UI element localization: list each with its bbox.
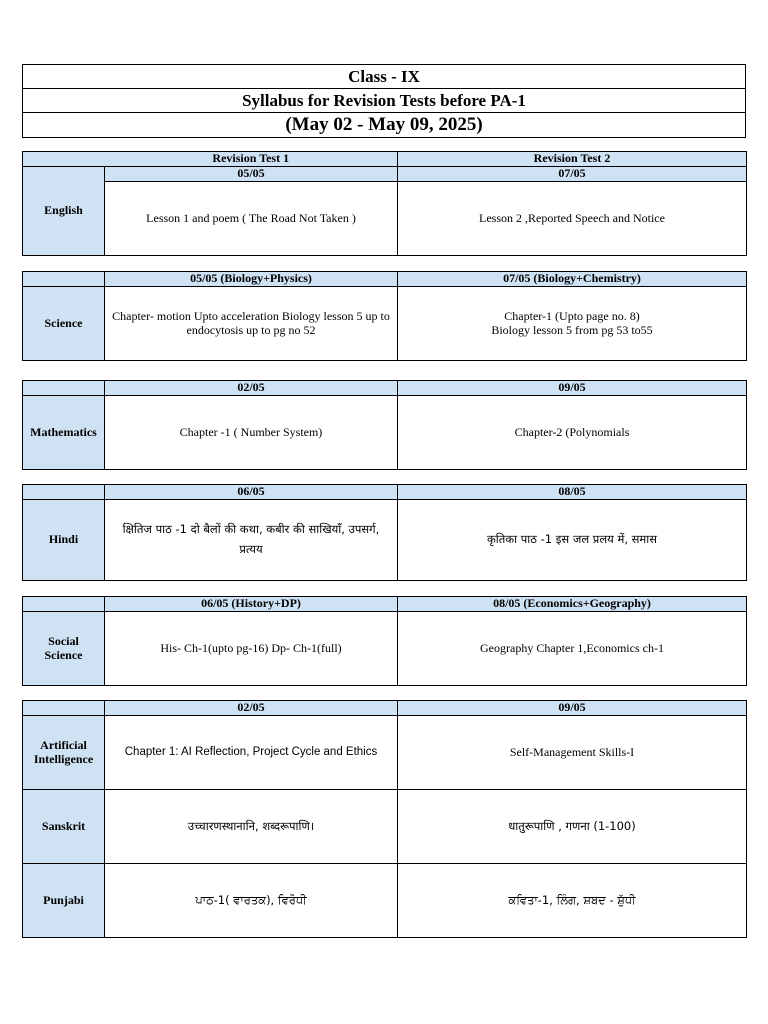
date-range: (May 02 - May 09, 2025) (285, 114, 483, 135)
hindi-date-2: 08/05 (398, 485, 747, 500)
science-date-2: 07/05 (Biology+Chemistry) (398, 272, 747, 287)
english-date-1: 05/05 (105, 167, 398, 182)
sanskrit-syllabus-1: उच्चारणस्थानानि, शब्दरूपाणि। (105, 790, 398, 864)
english-table (22, 151, 747, 256)
subject-artificial-intelligence: Artificial Intelligence (23, 716, 105, 790)
science-syllabus-1: Chapter- motion Upto acceleration Biology lesson 5 up to endocytosis up to pg no 52 (105, 287, 398, 361)
revision-test-2-header: Revision Test 2 (398, 152, 747, 167)
subject-english: English (23, 167, 105, 256)
social-date-1: 06/05 (History+DP) (105, 597, 398, 612)
hindi-date-1: 06/05 (105, 485, 398, 500)
english-syllabus-1: Lesson 1 and poem ( The Road Not Taken ) (105, 182, 398, 256)
english-date-2: 07/05 (398, 167, 747, 182)
science-syllabus-2 (398, 287, 747, 361)
science-syllabus-2-line-2: Biology lesson 5 from pg 53 to55 (491, 322, 653, 337)
electives-table (22, 700, 747, 938)
ai-syllabus-1: Chapter 1: AI Reflection, Project Cycle and Ethics (105, 716, 398, 790)
maths-date-1: 02/05 (105, 381, 398, 396)
subject-hindi: Hindi (23, 500, 105, 581)
science-table (22, 271, 747, 361)
maths-syllabus-2: Chapter-2 (Polynomials (398, 396, 747, 470)
maths-date-2: 09/05 (398, 381, 747, 396)
science-date-1: 05/05 (Biology+Physics) (105, 272, 398, 287)
sanskrit-syllabus-2: धातुरूपाणि , गणना (1-100) (398, 790, 747, 864)
electives-date-1: 02/05 (105, 701, 398, 716)
punjabi-syllabus-1: ਪਾਠ-1( ਵਾਰਤਕ), ਵਿਰੋਧੀ (105, 864, 398, 938)
class-title: Class - IX (23, 65, 745, 89)
ai-syllabus-2: Self-Management Skills-I (398, 716, 747, 790)
electives-date-2: 09/05 (398, 701, 747, 716)
social-date-2: 08/05 (Economics+Geography) (398, 597, 747, 612)
revision-test-1-header: Revision Test 1 (105, 152, 398, 167)
hindi-syllabus-2: कृतिका पाठ -1 इस जल प्रलय में, समास (398, 500, 747, 581)
hindi-table (22, 484, 747, 581)
social-syllabus-2: Geography Chapter 1,Economics ch-1 (398, 612, 747, 686)
title-block (22, 64, 746, 138)
subject-mathematics: Mathematics (23, 396, 105, 470)
subject-social-science: Social Science (23, 612, 105, 686)
english-syllabus-2: Lesson 2 ,Reported Speech and Notice (398, 182, 747, 256)
maths-syllabus-1: Chapter -1 ( Number System) (105, 396, 398, 470)
subject-science: Science (23, 287, 105, 361)
punjabi-syllabus-2: ਕਵਿਤਾ-1, ਲਿੰਗ, ਸ਼ਬਦ - ਸ਼ੁੱਧੀ (398, 864, 747, 938)
maths-table (22, 380, 747, 470)
social-science-table (22, 596, 747, 686)
subject-punjabi: Punjabi (23, 864, 105, 938)
subject-sanskrit: Sanskrit (23, 790, 105, 864)
syllabus-title: Syllabus for Revision Tests before PA-1 (23, 89, 745, 113)
science-syllabus-2-line-1: Chapter-1 (Upto page no. 8) (504, 308, 640, 323)
social-syllabus-1: His- Ch-1(upto pg-16) Dp- Ch-1(full) (105, 612, 398, 686)
hindi-syllabus-1: क्षितिज पाठ -1 दो बैलों की कथा, कबीर की साखियाँ, उपसर्ग, प्रत्यय (105, 500, 398, 581)
